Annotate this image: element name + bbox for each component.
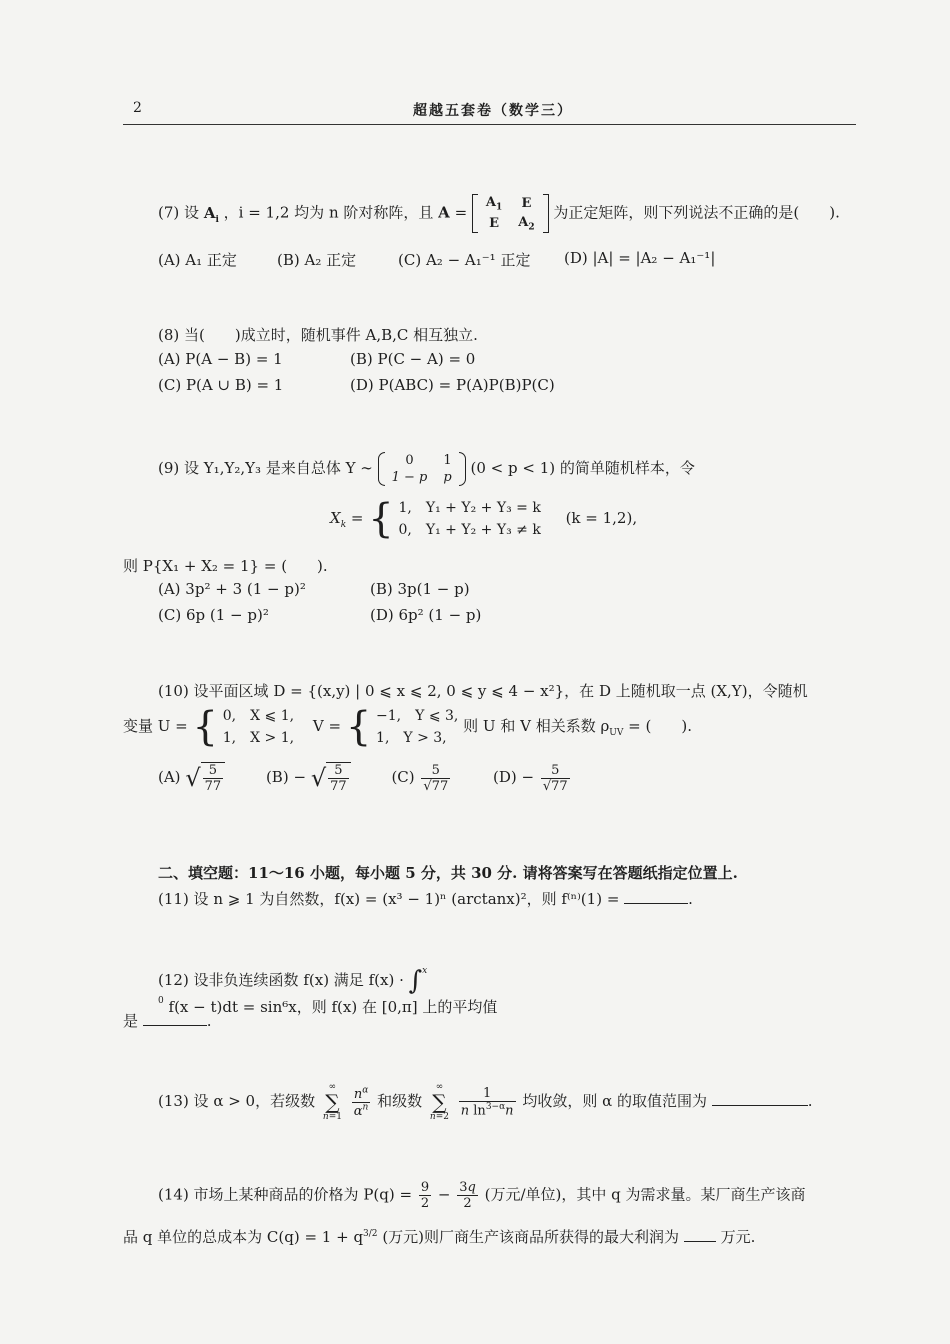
q7-option-b: (B) A₂ 正定 bbox=[277, 251, 357, 269]
q10-line-1: (10) 设平面区域 D = {(x,y) | 0 ⩽ x ⩽ 2, 0 ⩽ y ⩽ 4 − x²}，在 D 上随机取一点 (X,Y)，令随机 bbox=[158, 682, 808, 700]
q10-rho-text: 则 U 和 V 相关系数 ρ bbox=[463, 717, 610, 735]
question-14: (14) 市场上某种商品的价格为 P(q) = $\frac{9}{2}$ − $\frac{3q}{2}$ (万元/单位)，其中 q 为需求量。某厂商生产该商 bbox=[158, 1180, 806, 1211]
question-7: (7) 设 $A_i$ ，i = 1,2 均为 n 阶对称阵，且 A = $A_1$ E E $A_2$ 为正定矩阵，则下列说法不正确的是( ). bbox=[158, 195, 840, 233]
q10-v-case-2: 1, Y > 3, bbox=[376, 730, 447, 746]
q9-option-b: (B) 3p(1 − p) bbox=[370, 580, 470, 598]
q14-exponent: 3/2 bbox=[363, 1229, 378, 1239]
q7-option-c: (C) A₂ − A₁⁻¹ 正定 bbox=[398, 251, 531, 269]
q12-period: . bbox=[206, 1012, 212, 1030]
q13-text-b: 和级数 bbox=[377, 1092, 423, 1110]
q10-option-c-label: (C) bbox=[391, 768, 415, 786]
question-9-stem bbox=[158, 452, 695, 486]
question-13 bbox=[158, 1082, 813, 1122]
q10-option-a-label: (A) bbox=[158, 768, 181, 786]
q8-option-c: (C) P(A ∪ B) = 1 bbox=[158, 376, 284, 394]
q12-answer-blank[interactable] bbox=[143, 1025, 207, 1026]
q11-period: . bbox=[688, 890, 693, 908]
q14-line2-b: (万元)则厂商生产该商品所获得的最大利润为 bbox=[382, 1228, 680, 1246]
question-11 bbox=[158, 888, 693, 909]
header-rule bbox=[123, 124, 856, 125]
q9-stem-b: (0 < p < 1) 的简单随机样本，令 bbox=[470, 459, 695, 477]
q9-xk-definition: $X_k$ = { 1, Y₁ + Y₂ + Y₃ = k 0, Y₁ + Y₂ + Y₃ ≠ k (k = 1,2), bbox=[330, 496, 638, 542]
q13-text-c: 均收敛，则 α 的取值范围为 bbox=[522, 1092, 707, 1110]
q10-option-b-value: √ $\frac{5}{77}$ bbox=[311, 762, 351, 794]
q9-stem-a: (9) 设 Y₁,Y₂,Y₃ 是来自总体 Y ∼ bbox=[158, 459, 373, 477]
q14-text-a: (14) 市场上某种商品的价格为 P(q) = bbox=[158, 1185, 413, 1204]
q13-term-2: $\frac{1}{n \ln^{3-\alpha}n}$ bbox=[460, 1085, 514, 1119]
q9-option-d: (D) 6p² (1 − p) bbox=[370, 606, 482, 624]
q9-ask: 则 P{X₁ + X₂ = 1} = ( ). bbox=[123, 557, 328, 575]
q13-text-a: (13) 设 α > 0，若级数 bbox=[158, 1092, 316, 1110]
q10-v-case-1: −1, Y ⩽ 3, bbox=[376, 708, 459, 724]
q10-rho-subscript: UV bbox=[609, 728, 624, 738]
q12-text-b: f(x − t)dt = sin⁶x，则 f(x) 在 [0,π] 上的平均值 bbox=[168, 998, 498, 1016]
q10-v-label: V = bbox=[312, 717, 342, 735]
q9-case-1: 1, Y₁ + Y₂ + Y₃ = k bbox=[398, 500, 541, 516]
q14-answer-blank[interactable] bbox=[684, 1241, 716, 1242]
q12-line2-text: 是 bbox=[123, 1012, 139, 1030]
q7-text-c: 为正定矩阵，则下列说法不正确的是( ). bbox=[553, 203, 840, 222]
q14-frac-2: $\frac{3q}{2}$ bbox=[459, 1180, 476, 1211]
q9-option-c: (C) 6p (1 − p)² bbox=[158, 606, 269, 624]
q11-text: (11) 设 n ⩾ 1 为自然数，f(x) = (x³ − 1)ⁿ (arctanx)²，则 f⁽ⁿ⁾(1) = bbox=[158, 890, 620, 908]
q14-line-2 bbox=[123, 1226, 755, 1247]
q7-ai: $A_i$ bbox=[203, 203, 219, 225]
q12-line-2 bbox=[123, 1010, 212, 1031]
q9-case-2: 0, Y₁ + Y₂ + Y₃ ≠ k bbox=[398, 522, 541, 538]
q10-options bbox=[158, 762, 572, 794]
q7-text-b: ，i = 1,2 均为 n 阶对称阵，且 bbox=[223, 203, 434, 222]
q9-k-range: (k = 1,2), bbox=[565, 509, 638, 527]
q14-frac-1: $\frac{9}{2}$ bbox=[420, 1180, 430, 1211]
q10-option-d-value: $\frac{5}{√77}$ bbox=[542, 762, 568, 794]
q14-line2-a: 品 q 单位的总成本为 C(q) = 1 + q bbox=[123, 1228, 364, 1246]
q10-option-a-value: √ $\frac{5}{77}$ bbox=[185, 762, 225, 794]
section-2-title: 二、填空题：11～16 小题，每小题 5 分，共 30 分. 请将答案写在答题纸指定位置上. bbox=[158, 864, 738, 882]
q8-stem: (8) 当( )成立时，随机事件 A,B,C 相互独立. bbox=[158, 326, 478, 344]
q7-option-a: (A) A₁ 正定 bbox=[158, 251, 237, 269]
q7-text-a: (7) 设 bbox=[158, 203, 200, 222]
q10-rho-ask: = ( ). bbox=[628, 717, 692, 735]
page-number: 2 bbox=[133, 100, 142, 116]
q8-option-a: (A) P(A − B) = 1 bbox=[158, 350, 283, 368]
q12-integral-limits: x 0 bbox=[158, 966, 428, 1006]
q13-sum-2: ∞ ∑ n=2 bbox=[429, 1082, 449, 1122]
q9-option-a: (A) 3p² + 3 (1 − p)² bbox=[158, 580, 306, 598]
q7-option-d: (D) |A| = |A₂ − A₁⁻¹| bbox=[564, 249, 716, 267]
q10-option-c-value: $\frac{5}{√77}$ bbox=[423, 762, 449, 794]
running-title: 超越五套卷（数学三） bbox=[413, 103, 573, 119]
q10-u-case-2: 1, X > 1, bbox=[222, 730, 295, 746]
q8-option-d: (D) P(ABC) = P(A)P(B)P(C) bbox=[350, 376, 555, 394]
q10-u-case-1: 0, X ⩽ 1, bbox=[222, 708, 295, 724]
q12-integral-sign: ∫ bbox=[408, 966, 423, 996]
q13-term-1: $\frac{n^\alpha}{\alpha^n}$ bbox=[353, 1085, 369, 1119]
q7-block-matrix: $A_1$ E E $A_2$ bbox=[472, 194, 549, 233]
q10-option-d-label: (D) − bbox=[493, 768, 535, 786]
q10-u-label: 变量 U = bbox=[123, 717, 188, 735]
q10-line-2: 变量 U = { 0, X ⩽ 1, 1, X > 1, V = { −1, Y ⩽ 3, 1, Y > 3, 则 U 和 V 相关系数 $\rho_{UV}$ = ( ). bbox=[123, 704, 692, 750]
q12-text-a: (12) 设非负连续函数 f(x) 满足 f(x) · bbox=[158, 971, 404, 989]
q13-period: . bbox=[807, 1092, 813, 1110]
q9-distribution-table: 0 1 1 − p p bbox=[378, 452, 466, 486]
q13-sum-1: ∞ ∑ n=1 bbox=[322, 1082, 342, 1122]
q10-option-b-label: (B) − bbox=[265, 768, 307, 786]
q8-option-b: (B) P(C − A) = 0 bbox=[350, 350, 476, 368]
q13-answer-blank[interactable] bbox=[712, 1105, 808, 1106]
q14-text-b: (万元/单位)，其中 q 为需求量。某厂商生产该商 bbox=[484, 1185, 806, 1204]
q14-line2-c: 万元. bbox=[720, 1228, 756, 1246]
q11-answer-blank[interactable] bbox=[624, 903, 688, 904]
